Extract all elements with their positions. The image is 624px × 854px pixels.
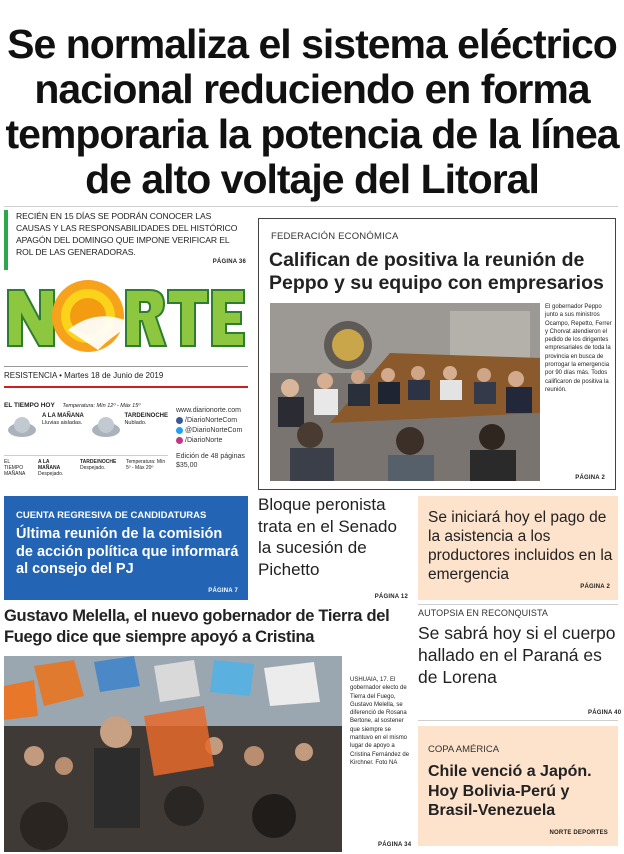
page-reference[interactable]: PÁGINA 36 [212, 259, 246, 265]
facebook-handle: /DiarioNorteCom [185, 417, 238, 424]
copa-kicker: COPA AMÉRICA [428, 744, 500, 755]
melella-caption: USHUAIA, 17. El gobernador electo de Tierra del Fuego, Gustavo Melella, se diferenció de Rosana Bertone, al sostener que siempre se mantuvo en el mismo lugar de apoyo a Cristina Fernández de Kirchner. Foto NA [350, 677, 410, 766]
facebook-icon [176, 417, 183, 424]
price: $35,00 [176, 462, 198, 469]
headline-summary [4, 210, 248, 270]
tomorrow-night-forecast: Despejado. [80, 465, 106, 471]
norte-logo-icon [4, 276, 248, 356]
edition-info: Edición de 48 páginas [176, 453, 245, 460]
divider [418, 604, 618, 605]
night-label: TARDE/NOCHE [124, 413, 168, 419]
morning-label: A LA MAÑANA [42, 413, 84, 419]
instagram-handle: /DiarioNorte [185, 437, 223, 444]
melella-title[interactable]: Gustavo Melella, el nuevo gobernador de Tierra del Fuego dice que siempre apoyó a Cristina [4, 607, 390, 646]
night-forecast: Nublado. [124, 420, 147, 426]
rally-photo-icon [4, 656, 342, 852]
page-reference[interactable]: PÁGINA 34 [378, 842, 412, 848]
divider [4, 206, 618, 207]
tomorrow-temps: Temperatura: Mín 5º - Máx 20º [126, 459, 166, 471]
twitter-handle: @DiarioNorteCom [185, 427, 243, 434]
candidacy-title[interactable]: Última reunión de la comisión de acción política que informará al consejo del PJ [16, 526, 239, 577]
website-link[interactable]: www.diarionorte.com [176, 407, 241, 414]
instagram-link[interactable] [176, 436, 252, 446]
weather-title: EL TIEMPO HOY [4, 402, 55, 409]
facebook-link[interactable] [176, 416, 252, 426]
morning-forecast: Lluvias aisladas. [42, 420, 83, 426]
copa-title[interactable]: Chile venció a Japón. Hoy Bolivia-Perú y Brasil-Venezuela [428, 763, 592, 819]
weather-box [4, 402, 168, 494]
featured-caption: El gobernador Peppo junto a sus ministros Ocampo, Repetto, Ferrer y Chorvat atendieron el pedido de los dirigentes empresariales de toda la provincia en busca de prorrogar la emergencia por 90 días más. Todos calificaron de positiva la reunión. [545, 304, 612, 393]
featured-story[interactable] [258, 218, 616, 490]
autopsy-kicker: AUTOPSIA EN RECONQUISTA [418, 608, 548, 618]
cloud-icon [4, 413, 40, 439]
senate-story[interactable] [258, 494, 408, 604]
newspaper-logo[interactable] [4, 276, 248, 356]
autopsy-story[interactable] [418, 608, 618, 688]
meeting-photo [270, 303, 540, 481]
twitter-icon [176, 427, 183, 434]
tomorrow-night-label: TARDE/NOCHE [80, 459, 117, 465]
instagram-icon [176, 437, 183, 444]
senate-title[interactable]: Bloque peronista trata en el Senado la sucesión de Pichetto [258, 495, 397, 579]
headline-summary-text: RECIÉN EN 15 DÍAS SE PODRÁN CONOCER LAS CAUSAS Y LAS RESPONSABILIDADES DEL HISTÓRICO APAGÓN DEL DOMINGO QUE IMPONE VERIFICAR EL ROL DE LAS GENERADORAS. [16, 211, 238, 257]
divider [418, 720, 618, 721]
candidacy-story[interactable] [4, 496, 248, 600]
dateline: RESISTENCIA • Martes 18 de Junio de 2019 [4, 366, 248, 388]
cloud-icon [88, 413, 122, 439]
featured-title[interactable]: Califican de positiva la reunión de Peppo y su equipo con empresarios [269, 249, 604, 294]
tomorrow-morning-label: A LA MAÑANA [38, 459, 61, 471]
page-reference[interactable]: PÁGINA 40 [588, 710, 622, 716]
featured-kicker: FEDERACIÓN ECONÓMICA [271, 231, 399, 242]
tomorrow-morning-forecast: Despejado. [38, 471, 64, 477]
candidacy-kicker: CUENTA REGRESIVA DE CANDIDATURAS [16, 510, 207, 521]
social-links [176, 406, 252, 470]
autopsy-title[interactable]: Se sabrá hoy si el cuerpo hallado en el Paraná es de Lorena [418, 623, 616, 687]
page-reference[interactable]: PÁGINA 2 [575, 475, 605, 481]
page-reference[interactable]: NORTE DEPORTES [549, 830, 608, 836]
copa-america-story[interactable] [418, 726, 618, 846]
page-reference[interactable]: PÁGINA 12 [374, 594, 408, 600]
weather-temps: Temperatura: Mín 12º - Máx 15º [62, 403, 141, 409]
main-headline[interactable]: Se normaliza el sistema eléctrico nacional reduciendo en forma temporaria la potencia de la línea de alto voltaje del Litoral [5, 21, 619, 202]
rally-photo [4, 656, 342, 852]
producers-story[interactable] [418, 496, 618, 600]
producers-title[interactable]: Se iniciará hoy el pago de la asistencia a los productores incluidos en la emergencia [428, 509, 613, 583]
page-reference[interactable]: PÁGINA 2 [580, 584, 610, 590]
page-reference[interactable]: PÁGINA 7 [208, 588, 238, 594]
tomorrow-label: EL TIEMPO MAÑANA [4, 459, 26, 477]
twitter-link[interactable] [176, 426, 252, 436]
meeting-photo-icon [270, 303, 540, 481]
